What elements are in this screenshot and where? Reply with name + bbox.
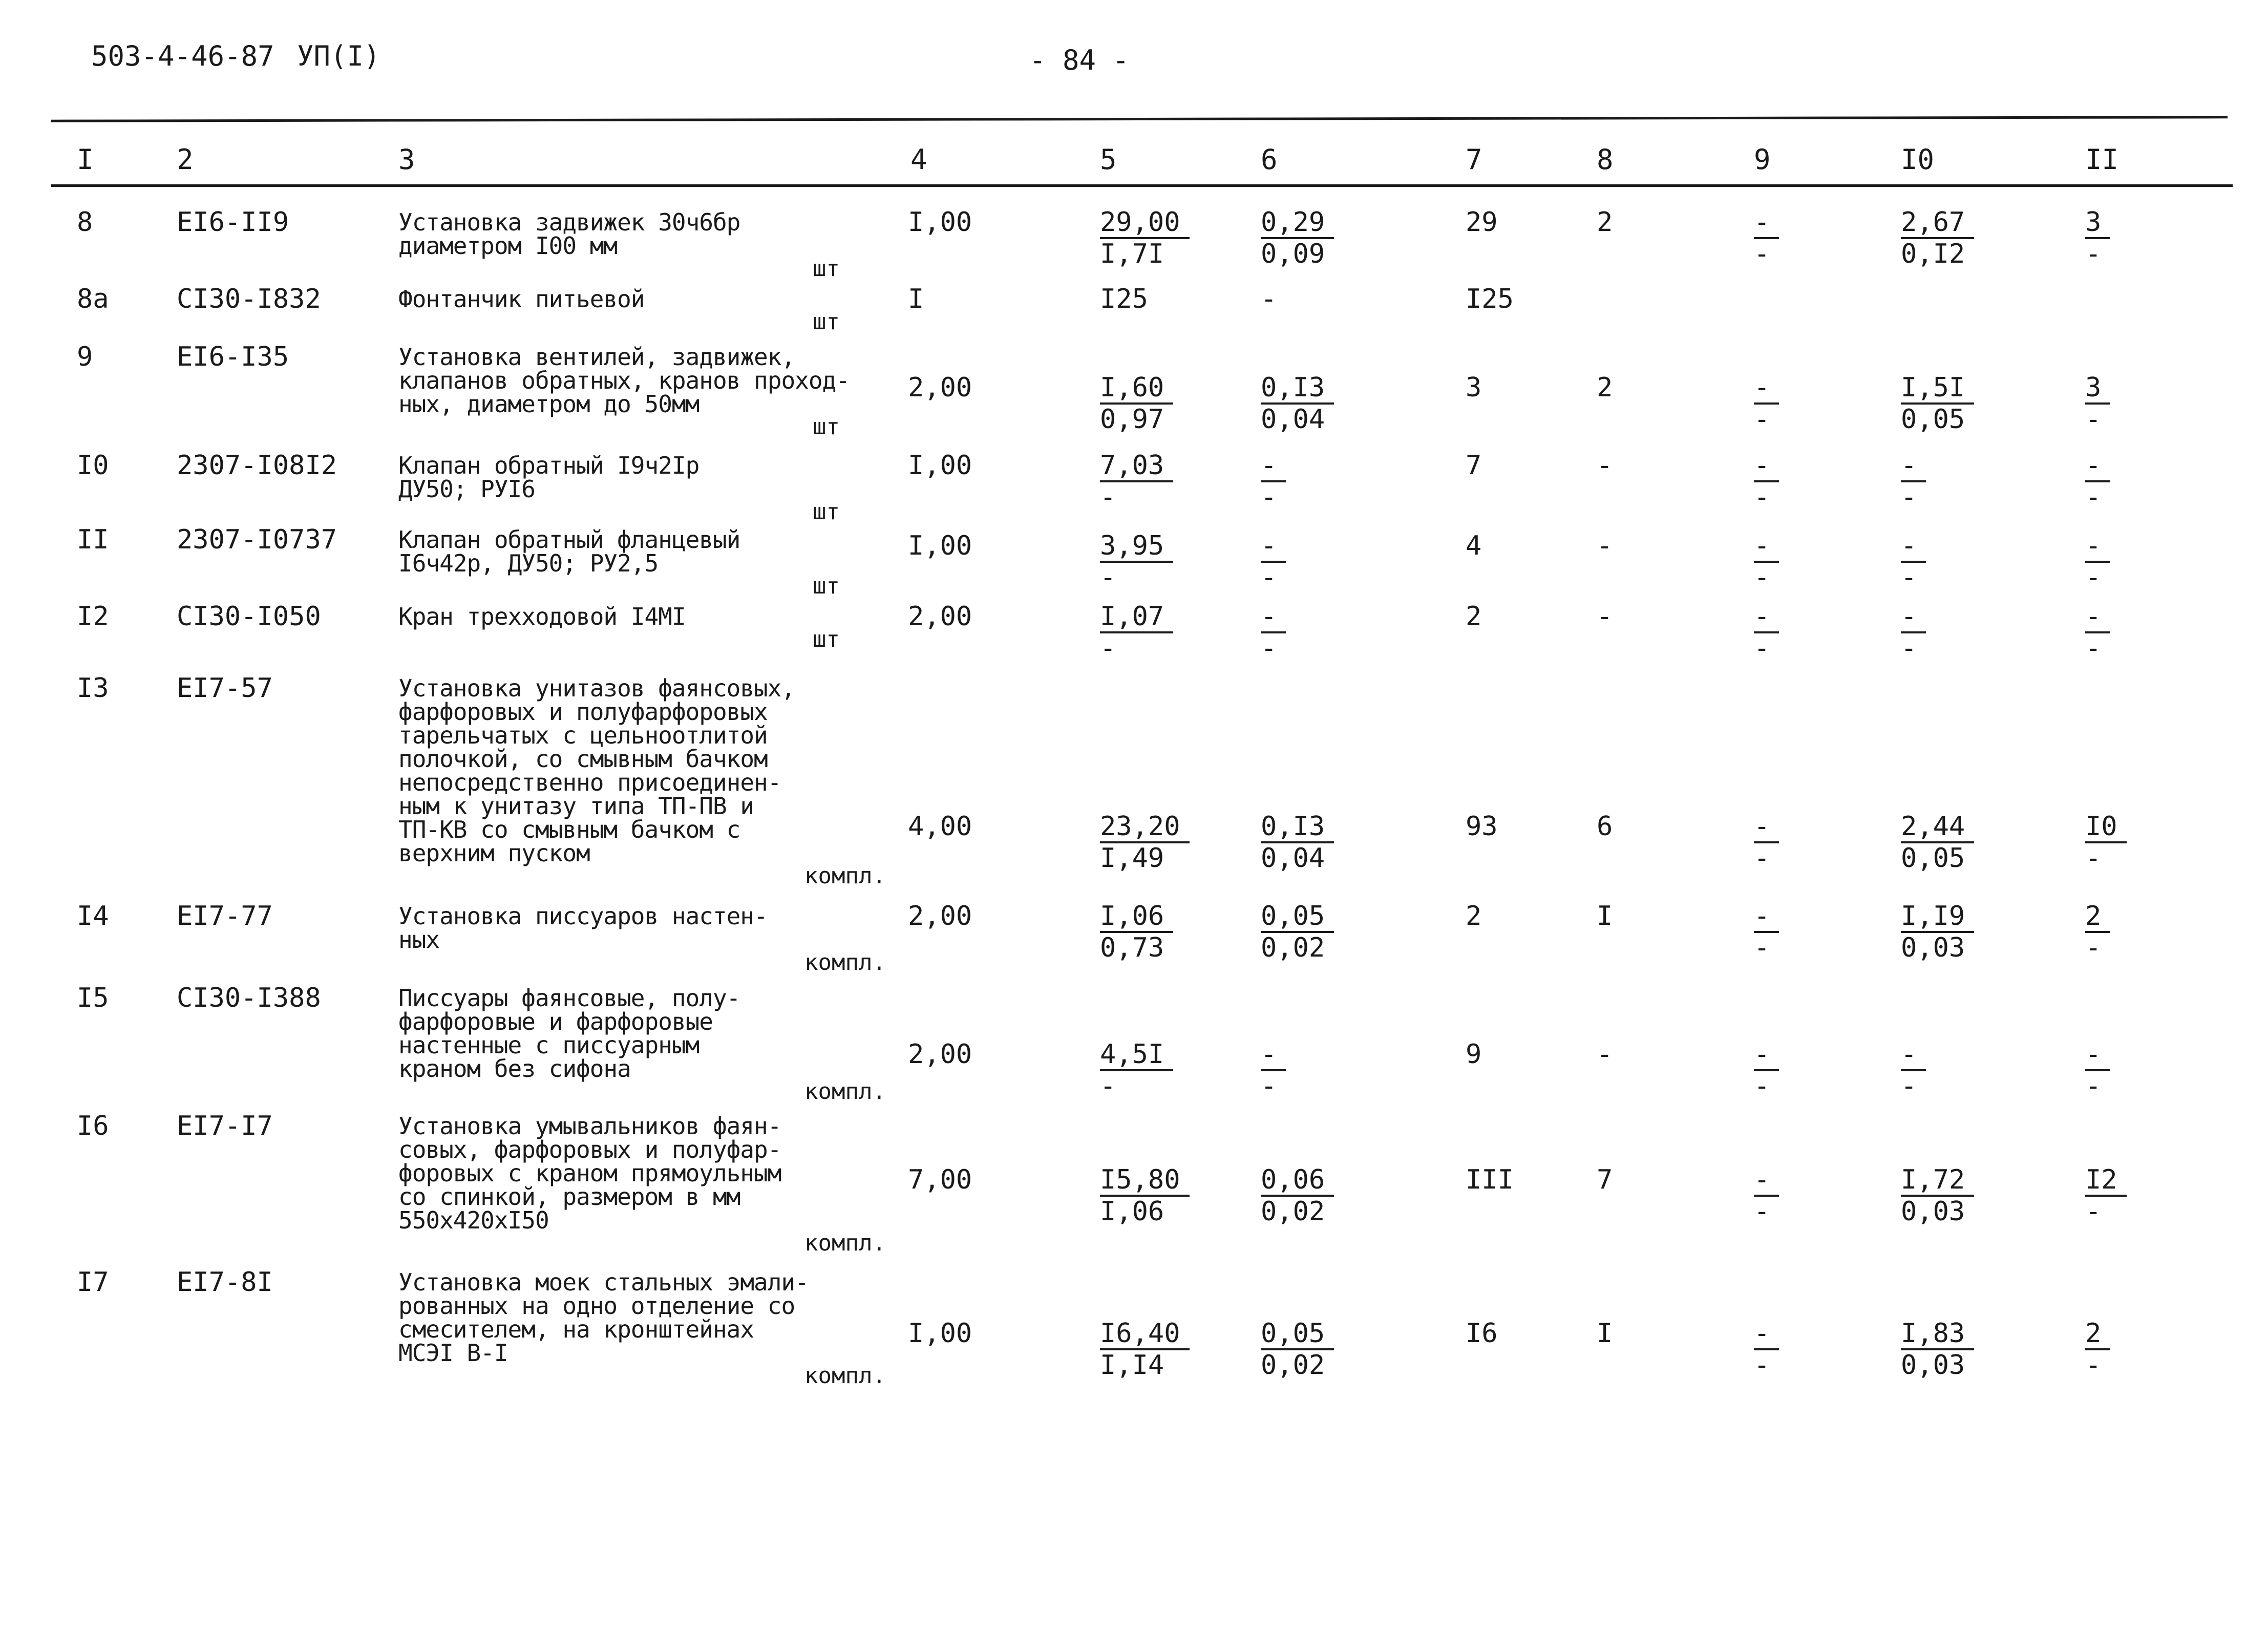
- labor-per-unit: [1901, 812, 1974, 873]
- labor-per-unit-numerator: I,I9: [1901, 901, 1974, 933]
- total-cost: 2: [1466, 601, 1482, 632]
- norm-code: EI6-I35: [177, 342, 289, 372]
- machine-cost-denominator: -: [1754, 1350, 1770, 1381]
- item-description: Установка унитазов фаянсовых, фарфоровых и полуфарфоровых тарельчатых с цельноотлитой полочкой, со смывным бачком непосредственно присоединен- ным к унитазу типа ТП-ПВ и ТП-КВ со смывным бачком с верхним пуском: [398, 674, 795, 867]
- wage-cost: [1261, 207, 1334, 269]
- wage-cost: [1261, 602, 1286, 663]
- machine-cost-denominator: -: [1754, 562, 1770, 593]
- unit-label: шт: [813, 256, 840, 282]
- row-number: I3: [77, 673, 109, 704]
- wage-cost-numerator: 0,06: [1261, 1165, 1334, 1197]
- row-number: I5: [77, 983, 109, 1013]
- unit-cost-denominator: I,I4: [1100, 1350, 1164, 1381]
- wage-cost-numerator: -: [1261, 451, 1286, 482]
- unit-cost-numerator: 3,95: [1100, 531, 1173, 563]
- wage-cost: [1261, 812, 1334, 873]
- unit-cost-numerator: 23,20: [1100, 812, 1190, 843]
- quantity: I: [908, 284, 924, 314]
- machine-cost: [1754, 602, 1779, 663]
- labor-total-denominator: -: [2085, 633, 2102, 664]
- total-cost: III: [1466, 1164, 1514, 1195]
- labor-total-numerator: 3: [2085, 207, 2110, 239]
- labor-per-unit: [1901, 1165, 1974, 1226]
- unit-label: компл.: [804, 1230, 886, 1256]
- machine-cost-denominator: -: [1754, 1196, 1770, 1227]
- quantity: I,00: [908, 1318, 972, 1349]
- quantity: I,00: [908, 450, 972, 481]
- unit-cost-numerator: I,60: [1100, 373, 1173, 405]
- row-number: I0: [77, 450, 109, 481]
- unit-cost-denominator: 0,97: [1100, 404, 1164, 435]
- labor-per-unit-denominator: 0,03: [1901, 1350, 1965, 1381]
- unit-label: компл.: [804, 949, 886, 975]
- wage-cost-denominator: -: [1261, 1071, 1277, 1101]
- column-number: 3: [398, 143, 415, 176]
- labor-per-unit-denominator: 0,I2: [1901, 239, 1965, 269]
- wage-cost-numerator: -: [1261, 602, 1286, 633]
- quantity: 4,00: [908, 811, 972, 842]
- machine-cost-denominator: -: [1754, 843, 1770, 874]
- machine-cost-denominator: -: [1754, 482, 1770, 513]
- total-wage: 2: [1597, 372, 1613, 403]
- machine-cost-numerator: -: [1754, 901, 1779, 933]
- wage-cost-denominator: 0,02: [1261, 1196, 1325, 1227]
- machine-cost: [1754, 812, 1779, 873]
- total-wage: I: [1597, 901, 1613, 931]
- document-code: 503-4-46-87: [91, 40, 274, 72]
- wage-cost-denominator: 0,04: [1261, 843, 1325, 874]
- total-wage: -: [1597, 450, 1613, 481]
- norm-code: 2307-I0737: [177, 524, 337, 555]
- total-cost: 29: [1466, 207, 1498, 238]
- labor-per-unit-numerator: 2,67: [1901, 207, 1974, 239]
- row-number: I6: [77, 1111, 109, 1141]
- labor-total: [2085, 531, 2110, 592]
- wage-cost-denominator: -: [1261, 633, 1277, 664]
- machine-cost-numerator: -: [1754, 1165, 1779, 1197]
- machine-cost-numerator: -: [1754, 812, 1779, 843]
- labor-total-numerator: 3: [2085, 373, 2110, 405]
- item-description: Установка умывальников фаян- совых, фарфоровых и полуфар- форовых с краном прямоульным со спинкой, размером в мм 550х420хI50: [398, 1112, 781, 1234]
- labor-total-numerator: -: [2085, 531, 2110, 563]
- column-number: 6: [1261, 143, 1278, 176]
- machine-cost-numerator: -: [1754, 1040, 1779, 1071]
- labor-per-unit: [1901, 602, 1926, 663]
- unit-cost-denominator: I,7I: [1100, 239, 1164, 269]
- labor-per-unit-denominator: 0,03: [1901, 1196, 1965, 1227]
- item-description: Писсуары фаянсовые, полу- фарфоровые и фарфоровые настенные с писсуарным краном без сифона: [398, 984, 740, 1083]
- labor-per-unit: [1901, 451, 1926, 512]
- unit-cost-denominator: -: [1100, 1071, 1116, 1101]
- labor-per-unit-denominator: 0,05: [1901, 404, 1965, 435]
- wage-cost-numerator: 0,05: [1261, 1319, 1334, 1350]
- wage-cost-numerator: -: [1261, 531, 1286, 563]
- labor-total: [2085, 901, 2110, 963]
- labor-total: [2085, 1319, 2110, 1380]
- unit-cost-denominator: I,49: [1100, 843, 1164, 874]
- labor-total: [2085, 812, 2127, 873]
- total-wage: I: [1597, 1318, 1613, 1349]
- machine-cost: [1754, 451, 1779, 512]
- labor-per-unit: [1901, 373, 1974, 434]
- machine-cost-denominator: -: [1754, 932, 1770, 963]
- machine-cost-numerator: -: [1754, 531, 1779, 563]
- total-cost: I25: [1466, 284, 1514, 314]
- labor-per-unit-numerator: I,72: [1901, 1165, 1974, 1197]
- unit-cost: [1100, 1319, 1190, 1380]
- labor-per-unit-denominator: -: [1901, 633, 1917, 664]
- labor-total-denominator: -: [2085, 239, 2102, 269]
- total-wage: 7: [1597, 1164, 1613, 1195]
- labor-per-unit: [1901, 531, 1926, 592]
- labor-per-unit: [1901, 207, 1974, 269]
- labor-per-unit-denominator: -: [1901, 562, 1917, 593]
- unit-cost: [1100, 602, 1173, 663]
- total-cost: 93: [1466, 811, 1498, 842]
- labor-per-unit-numerator: -: [1901, 1040, 1926, 1071]
- album-code: УП(I): [297, 40, 380, 72]
- unit-cost: [1100, 1165, 1190, 1226]
- row-number: II: [77, 524, 109, 555]
- unit-cost-denominator: -: [1100, 633, 1116, 664]
- labor-total: [2085, 1040, 2110, 1101]
- unit-label: шт: [813, 626, 840, 652]
- item-description: Клапан обратный I9ч2Iр ДУ50; РУI6: [398, 452, 700, 503]
- labor-total-numerator: 2: [2085, 1319, 2110, 1350]
- item-description: Установка задвижек 30ч6бр диаметром I00 мм: [398, 208, 740, 260]
- wage-cost: [1261, 451, 1286, 512]
- total-cost: 3: [1466, 372, 1482, 403]
- unit-cost-denominator: -: [1100, 562, 1116, 593]
- column-number: 5: [1100, 143, 1117, 176]
- item-description: Кран трехходовой I4МI: [398, 603, 686, 630]
- wage-cost-denominator: 0,02: [1261, 1350, 1325, 1381]
- norm-code: EI6-II9: [177, 207, 289, 238]
- quantity: 2,00: [908, 901, 972, 931]
- labor-per-unit-numerator: -: [1901, 451, 1926, 482]
- labor-per-unit-numerator: 2,44: [1901, 812, 1974, 843]
- norm-code: CI30-I050: [177, 601, 321, 632]
- labor-per-unit-numerator: I,5I: [1901, 373, 1974, 405]
- labor-per-unit-denominator: 0,03: [1901, 932, 1965, 963]
- total-wage: 6: [1597, 811, 1613, 842]
- wage-cost: [1261, 531, 1286, 592]
- norm-code: EI7-77: [177, 901, 273, 931]
- wage-cost: [1261, 1165, 1334, 1226]
- column-number: II: [2085, 143, 2119, 176]
- norm-code: EI7-8I: [177, 1267, 273, 1298]
- item-description: Установка писсуаров настен- ных: [398, 902, 768, 953]
- row-number: I7: [77, 1267, 109, 1298]
- machine-cost: [1754, 901, 1779, 963]
- labor-total: [2085, 451, 2110, 512]
- machine-cost: [1754, 531, 1779, 592]
- total-cost: 9: [1466, 1039, 1482, 1070]
- column-number: 2: [177, 143, 194, 176]
- header-rule: [51, 184, 2233, 187]
- wage-cost-numerator: 0,29: [1261, 207, 1334, 239]
- quantity: 7,00: [908, 1164, 972, 1195]
- unit-label: шт: [813, 499, 840, 525]
- unit-label: шт: [813, 309, 840, 335]
- column-number: I: [77, 143, 94, 176]
- wage-cost-numerator: -: [1261, 1040, 1286, 1071]
- machine-cost: [1754, 1040, 1779, 1101]
- unit-cost: [1100, 531, 1173, 592]
- wage-cost: -: [1261, 284, 1277, 314]
- labor-per-unit: [1901, 1319, 1974, 1380]
- item-description: Установка моек стальных эмали- рованных на одно отделение со смесителем, на кронштейнах МСЭI В-I: [398, 1268, 809, 1367]
- wage-cost-denominator: -: [1261, 562, 1277, 593]
- labor-total-denominator: -: [2085, 562, 2102, 593]
- unit-cost-numerator: 29,00: [1100, 207, 1190, 239]
- labor-total-denominator: -: [2085, 482, 2102, 513]
- total-wage: 2: [1597, 207, 1613, 238]
- unit-cost-numerator: I,07: [1100, 602, 1173, 633]
- unit-cost-numerator: I6,40: [1100, 1319, 1190, 1350]
- row-number: 8: [77, 207, 93, 238]
- norm-code: CI30-I832: [177, 284, 321, 314]
- machine-cost-numerator: -: [1754, 451, 1779, 482]
- unit-cost: I25: [1100, 284, 1148, 314]
- unit-label: шт: [813, 414, 840, 440]
- labor-total-numerator: I2: [2085, 1165, 2127, 1197]
- wage-cost-denominator: -: [1261, 482, 1277, 513]
- labor-per-unit-numerator: -: [1901, 602, 1926, 633]
- labor-total-denominator: -: [2085, 1350, 2102, 1381]
- row-number: I4: [77, 901, 109, 931]
- machine-cost: [1754, 1165, 1779, 1226]
- total-wage: -: [1597, 1039, 1613, 1070]
- labor-per-unit-numerator: -: [1901, 531, 1926, 563]
- unit-label: компл.: [804, 1363, 886, 1389]
- column-number: 7: [1466, 143, 1482, 176]
- labor-total-numerator: -: [2085, 602, 2110, 633]
- unit-cost-numerator: I5,80: [1100, 1165, 1190, 1197]
- labor-total-denominator: -: [2085, 932, 2102, 963]
- unit-label: компл.: [804, 863, 886, 889]
- quantity: 2,00: [908, 1039, 972, 1070]
- wage-cost-numerator: 0,I3: [1261, 812, 1334, 843]
- quantity: I,00: [908, 531, 972, 561]
- norm-code: EI7-57: [177, 673, 273, 704]
- page-number: - 84 -: [1029, 44, 1130, 76]
- row-number: I2: [77, 601, 109, 632]
- machine-cost-denominator: -: [1754, 1071, 1770, 1101]
- row-number: 8а: [77, 284, 109, 314]
- column-number: I0: [1901, 143, 1935, 176]
- labor-per-unit: [1901, 1040, 1926, 1101]
- norm-code: CI30-I388: [177, 983, 321, 1013]
- machine-cost: [1754, 373, 1779, 434]
- wage-cost-numerator: 0,I3: [1261, 373, 1334, 405]
- labor-total-numerator: I0: [2085, 812, 2127, 843]
- unit-cost: [1100, 812, 1190, 873]
- unit-cost: [1100, 373, 1173, 434]
- total-wage: -: [1597, 531, 1613, 561]
- column-number: 9: [1754, 143, 1771, 176]
- labor-total: [2085, 1165, 2127, 1226]
- wage-cost-denominator: 0,09: [1261, 239, 1325, 269]
- machine-cost: [1754, 1319, 1779, 1380]
- item-description: Установка вентилей, задвижек, клапанов обратных, кранов проход- ных, диаметром до 50мм: [398, 343, 850, 418]
- item-description: Клапан обратный фланцевый I6ч42р, ДУ50; РУ2,5: [398, 526, 740, 577]
- unit-label: компл.: [804, 1078, 886, 1105]
- machine-cost-numerator: -: [1754, 1319, 1779, 1350]
- machine-cost-denominator: -: [1754, 633, 1770, 664]
- total-cost: 4: [1466, 531, 1482, 561]
- unit-cost-numerator: 4,5I: [1100, 1040, 1173, 1071]
- unit-cost-numerator: 7,03: [1100, 451, 1173, 482]
- labor-per-unit-denominator: -: [1901, 1071, 1917, 1101]
- column-number: 8: [1597, 143, 1614, 176]
- unit-cost-numerator: I,06: [1100, 901, 1173, 933]
- wage-cost: [1261, 1319, 1334, 1380]
- total-cost: 7: [1466, 450, 1482, 481]
- quantity: 2,00: [908, 601, 972, 632]
- wage-cost-denominator: 0,04: [1261, 404, 1325, 435]
- labor-total: [2085, 602, 2110, 663]
- labor-total-denominator: -: [2085, 404, 2102, 435]
- wage-cost: [1261, 901, 1334, 963]
- labor-total: [2085, 373, 2110, 434]
- labor-total: [2085, 207, 2110, 269]
- unit-cost: [1100, 1040, 1173, 1101]
- norm-code: EI7-I7: [177, 1111, 273, 1141]
- labor-total-numerator: -: [2085, 1040, 2110, 1071]
- wage-cost: [1261, 373, 1334, 434]
- unit-cost: [1100, 207, 1190, 269]
- item-description: Фонтанчик питьевой: [398, 285, 645, 313]
- total-cost: I6: [1466, 1318, 1498, 1349]
- quantity: I,00: [908, 207, 972, 238]
- machine-cost: [1754, 207, 1779, 269]
- wage-cost: [1261, 1040, 1286, 1101]
- labor-per-unit-denominator: -: [1901, 482, 1917, 513]
- unit-cost-denominator: -: [1100, 482, 1116, 513]
- total-cost: 2: [1466, 901, 1482, 931]
- wage-cost-numerator: 0,05: [1261, 901, 1334, 933]
- machine-cost-denominator: -: [1754, 404, 1770, 435]
- unit-cost: [1100, 451, 1173, 512]
- unit-cost-denominator: 0,73: [1100, 932, 1164, 963]
- top-rule: [51, 116, 2228, 122]
- machine-cost-numerator: -: [1754, 373, 1779, 405]
- unit-cost-denominator: I,06: [1100, 1196, 1164, 1227]
- column-number: 4: [910, 143, 927, 176]
- machine-cost-denominator: -: [1754, 239, 1770, 269]
- total-wage: -: [1597, 601, 1613, 632]
- labor-total-denominator: -: [2085, 1196, 2102, 1227]
- labor-per-unit-denominator: 0,05: [1901, 843, 1965, 874]
- labor-total-numerator: 2: [2085, 901, 2110, 933]
- machine-cost-numerator: -: [1754, 602, 1779, 633]
- unit-cost: [1100, 901, 1173, 963]
- labor-per-unit: [1901, 901, 1974, 963]
- wage-cost-denominator: 0,02: [1261, 932, 1325, 963]
- labor-per-unit-numerator: I,83: [1901, 1319, 1974, 1350]
- labor-total-numerator: -: [2085, 451, 2110, 482]
- machine-cost-numerator: -: [1754, 207, 1779, 239]
- norm-code: 2307-I08I2: [177, 450, 337, 481]
- labor-total-denominator: -: [2085, 1071, 2102, 1101]
- quantity: 2,00: [908, 372, 972, 403]
- unit-label: шт: [813, 573, 840, 599]
- labor-total-denominator: -: [2085, 843, 2102, 874]
- row-number: 9: [77, 342, 93, 372]
